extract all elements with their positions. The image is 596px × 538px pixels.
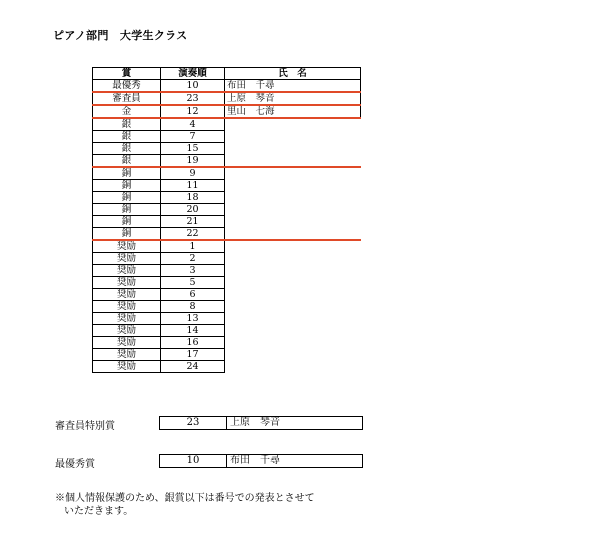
order-cell: 6 [161,289,225,301]
order-cell: 4 [161,118,225,131]
order-cell: 9 [161,167,225,180]
table-row [93,361,361,373]
header-name: 氏 名 [225,68,361,80]
grand-prize-order: 10 [160,455,227,467]
table-row [93,80,361,93]
award-cell: 最優秀 [93,80,161,93]
grand-prize-box [159,454,363,468]
order-cell: 19 [161,155,225,168]
table-row [93,105,361,118]
special-award-order: 23 [160,417,227,429]
header-award: 賞 [93,68,161,80]
order-cell: 17 [161,349,225,361]
table-row [93,180,361,192]
special-award-box [159,416,363,430]
table-row [93,265,361,277]
order-cell: 20 [161,204,225,216]
award-cell: 奨励 [93,301,161,313]
table-row [93,167,361,180]
table-row [93,325,361,337]
privacy-note [55,492,375,518]
award-cell: 銀 [93,131,161,143]
award-cell: 奨励 [93,325,161,337]
order-cell: 3 [161,265,225,277]
award-cell: 銀 [93,143,161,155]
grand-prize-name: 布田 千尋 [230,455,280,466]
table-row [93,349,361,361]
award-cell: 奨励 [93,349,161,361]
table-row [93,155,361,168]
grand-prize-label: 最優秀賞 [55,459,95,470]
order-cell: 2 [161,253,225,265]
table-header-row [93,68,361,80]
award-cell: 銀 [93,118,161,131]
table-row [93,240,361,253]
table-row [93,253,361,265]
order-cell: 12 [161,105,225,118]
table-row [93,131,361,143]
award-cell: 奨励 [93,240,161,253]
award-cell: 奨励 [93,265,161,277]
header-order: 演奏順 [161,68,225,80]
table-row [93,277,361,289]
table-row [93,118,361,131]
table-row [93,289,361,301]
order-cell: 22 [161,228,225,241]
award-cell: 奨励 [93,337,161,349]
order-cell: 21 [161,216,225,228]
award-cell: 金 [93,105,161,118]
order-cell: 16 [161,337,225,349]
privacy-note-line1: ※個人情報保護のため、銀賞以下は番号での発表とさせて [55,493,315,504]
award-cell: 銅 [93,216,161,228]
award-cell: 銅 [93,228,161,241]
order-cell: 7 [161,131,225,143]
award-cell: 銅 [93,167,161,180]
table-row [93,228,361,241]
name-cell: 布田 千尋 [225,80,361,93]
table-row [93,301,361,313]
award-cell: 銅 [93,192,161,204]
award-cell: 奨励 [93,277,161,289]
award-cell: 銅 [93,204,161,216]
table-row [93,92,361,105]
order-cell: 15 [161,143,225,155]
table-row [93,313,361,325]
award-cell: 奨励 [93,289,161,301]
table-row [93,216,361,228]
page-title: ピアノ部門 大学生クラス [53,29,188,42]
table-row [93,337,361,349]
name-cell: 上原 琴音 [225,92,361,105]
order-cell: 1 [161,240,225,253]
award-cell: 銀 [93,155,161,168]
award-cell: 奨励 [93,253,161,265]
results-table [92,67,361,373]
order-cell: 23 [161,92,225,105]
award-cell: 審査員 [93,92,161,105]
order-cell: 18 [161,192,225,204]
award-cell: 奨励 [93,313,161,325]
table-row [93,204,361,216]
table-row [93,143,361,155]
order-cell: 8 [161,301,225,313]
award-cell: 奨励 [93,361,161,373]
order-cell: 5 [161,277,225,289]
order-cell: 13 [161,313,225,325]
order-cell: 14 [161,325,225,337]
privacy-note-line2: いただきます。 [64,506,134,517]
order-cell: 11 [161,180,225,192]
order-cell: 10 [161,80,225,93]
name-cell: 里山 七海 [225,105,361,118]
special-award-name: 上原 琴音 [230,417,280,428]
order-cell: 24 [161,361,225,373]
special-award-label: 審査員特別賞 [55,421,115,432]
table-row [93,192,361,204]
award-cell: 銅 [93,180,161,192]
